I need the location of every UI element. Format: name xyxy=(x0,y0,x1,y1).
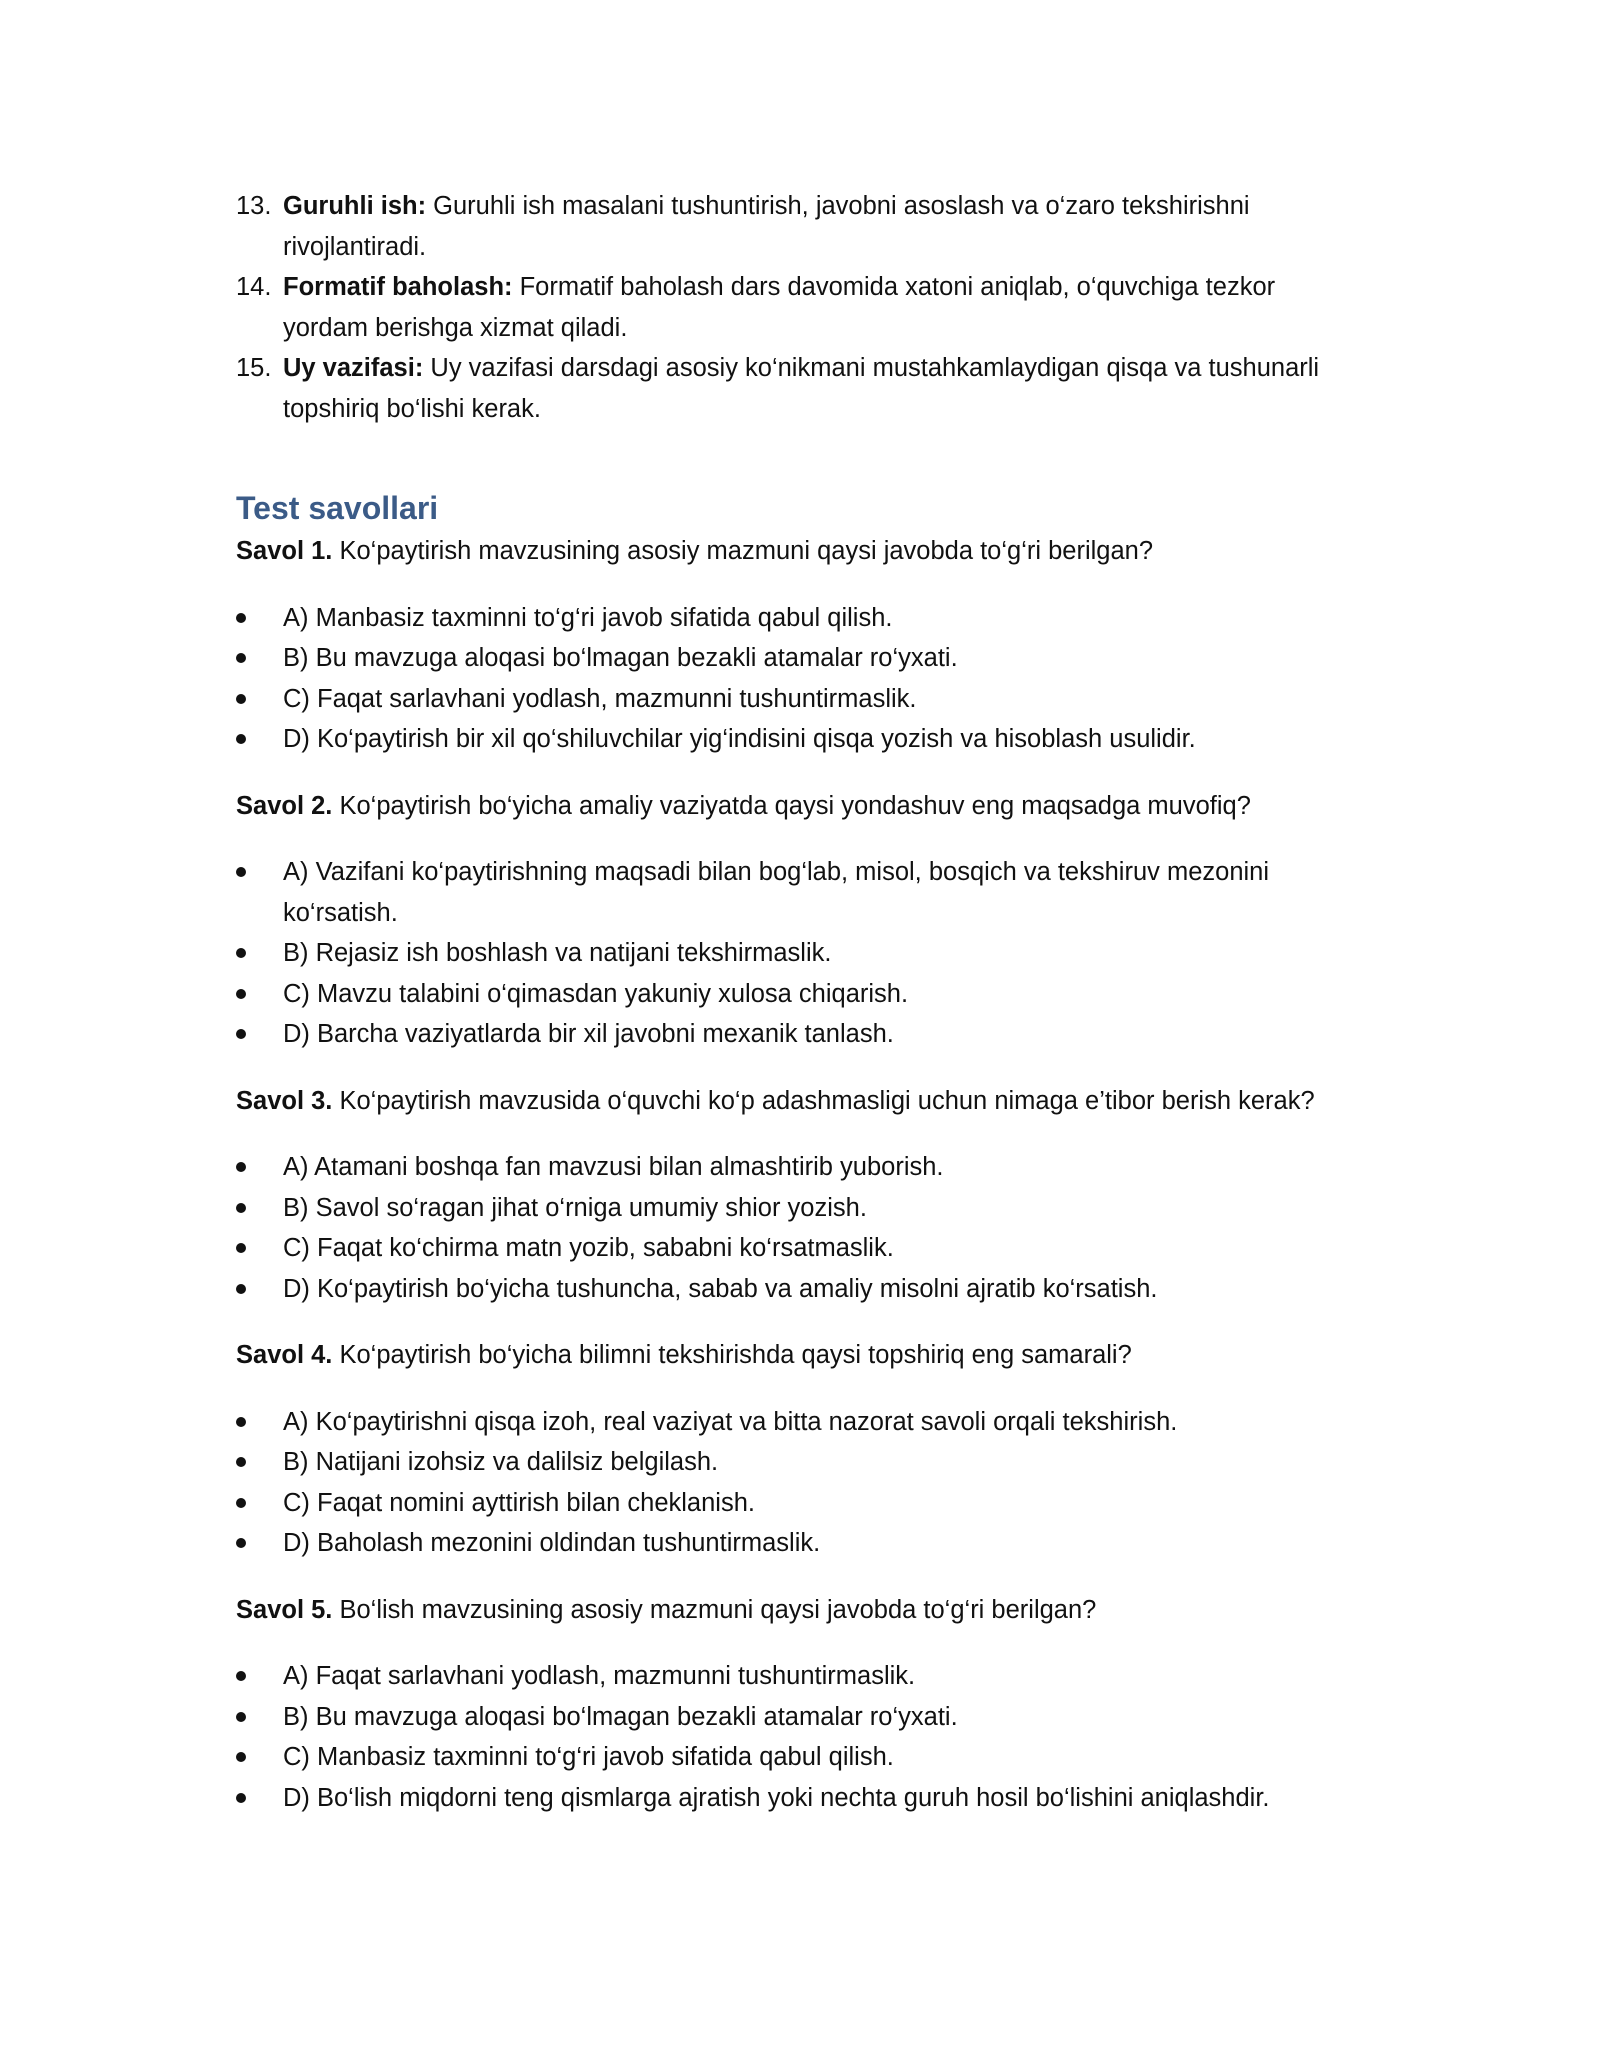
bullet-icon xyxy=(236,1457,246,1467)
answer-options xyxy=(236,598,1366,760)
bullet-icon xyxy=(236,1712,246,1722)
answer-option xyxy=(236,719,1366,760)
question-label: Savol 2. xyxy=(236,791,333,820)
item-text: Uy vazifasi darsdagi asosiy ko‘nikmani mustahkamlaydigan qisqa va tushunarli topshiriq bo‘lishi kerak. xyxy=(283,354,1320,423)
answer-option xyxy=(236,1483,1366,1524)
bullet-icon xyxy=(236,1498,246,1508)
question-text: Bo‘lish mavzusining asosiy mazmuni qaysi javobda to‘g‘ri berilgan? xyxy=(332,1595,1097,1624)
answer-option xyxy=(236,974,1366,1015)
question-text: Ko‘paytirish bo‘yicha amaliy vaziyatda qaysi yondashuv eng maqsadga muvofiq? xyxy=(332,791,1251,820)
answer-option xyxy=(236,1523,1366,1564)
option-text: D) Ko‘paytirish bo‘yicha tushuncha, sabab va amaliy misolni ajratib ko‘rsatish. xyxy=(283,1274,1158,1303)
item-text: Formatif baholash dars davomida xatoni aniqlab, o‘quvchiga tezkor yordam berishga xizmat qiladi. xyxy=(283,273,1276,342)
question-label: Savol 1. xyxy=(236,537,333,565)
option-text: D) Ko‘paytirish bir xil qo‘shiluvchilar yig‘indisini qisqa yozish va hisoblash usulidir. xyxy=(283,725,1196,753)
answer-options xyxy=(236,852,1366,1055)
question-3 xyxy=(236,1081,1366,1122)
question-text: Ko‘paytirish mavzusining asosiy mazmuni qaysi javobda to‘g‘ri berilgan? xyxy=(332,537,1154,565)
answer-option xyxy=(236,1147,1366,1188)
option-text: A) Ko‘paytirishni qisqa izoh, real vaziyat va bitta nazorat savoli orqali tekshirish. xyxy=(283,1407,1178,1436)
option-text: B) Savol so‘ragan jihat o‘rniga umumiy shior yozish. xyxy=(283,1193,867,1222)
item-number: 13. xyxy=(236,192,272,220)
answer-options xyxy=(236,1656,1366,1818)
option-text: A) Vazifani ko‘paytirishning maqsadi bilan bog‘lab, misol, bosqich va tekshiruv mezonini ko‘rsatish. xyxy=(283,858,1270,927)
option-text: D) Baholash mezonini oldindan tushuntirmaslik. xyxy=(283,1529,821,1557)
option-text: B) Bu mavzuga aloqasi bo‘lmagan bezakli atamalar ro‘yxati. xyxy=(283,1702,958,1731)
question-label: Savol 3. xyxy=(236,1086,333,1115)
bullet-icon xyxy=(236,1417,246,1427)
answer-option xyxy=(236,638,1366,679)
option-text: B) Bu mavzuga aloqasi bo‘lmagan bezakli atamalar ro‘yxati. xyxy=(283,644,958,672)
option-text: C) Faqat sarlavhani yodlash, mazmunni tushuntirmaslik. xyxy=(283,684,917,713)
question-label: Savol 5. xyxy=(236,1595,333,1624)
bullet-icon xyxy=(236,653,246,663)
option-text: C) Faqat nomini ayttirish bilan cheklanish. xyxy=(283,1488,755,1517)
numbered-list xyxy=(236,186,1366,429)
answer-option xyxy=(236,1697,1366,1738)
answer-option xyxy=(236,1656,1366,1697)
option-text: B) Rejasiz ish boshlash va natijani tekshirmaslik. xyxy=(283,939,832,967)
option-text: D) Bo‘lish miqdorni teng qismlarga ajratish yoki nechta guruh hosil bo‘lishini aniqlashdir. xyxy=(283,1783,1270,1812)
item-text: Guruhli ish masalani tushuntirish, javobni asoslash va o‘zaro tekshirishni rivojlantiradi. xyxy=(283,192,1250,261)
bullet-icon xyxy=(236,948,246,958)
answer-option xyxy=(236,1402,1366,1443)
option-text: A) Manbasiz taxminni to‘g‘ri javob sifatida qabul qilish. xyxy=(283,603,893,632)
option-text: C) Faqat ko‘chirma matn yozib, sababni ko‘rsatmaslik. xyxy=(283,1234,894,1262)
bullet-icon xyxy=(236,1029,246,1039)
answer-option xyxy=(236,1014,1366,1055)
option-text: C) Manbasiz taxminni to‘g‘ri javob sifatida qabul qilish. xyxy=(283,1743,894,1771)
answer-option xyxy=(236,1188,1366,1229)
bullet-icon xyxy=(236,734,246,744)
question-1 xyxy=(236,531,1366,572)
answer-options xyxy=(236,1147,1366,1309)
answer-option xyxy=(236,1269,1366,1310)
option-text: A) Faqat sarlavhani yodlash, mazmunni tushuntirmaslik. xyxy=(283,1662,916,1690)
option-text: A) Atamani boshqa fan mavzusi bilan almashtirib yuborish. xyxy=(283,1153,944,1181)
numbered-item xyxy=(236,267,1366,348)
section-heading: Test savollari xyxy=(236,490,439,526)
answer-option xyxy=(236,852,1366,933)
bullet-icon xyxy=(236,1671,246,1681)
option-text: C) Mavzu talabini o‘qimasdan yakuniy xulosa chiqarish. xyxy=(283,979,909,1008)
item-term: Formatif baholash: xyxy=(283,273,513,301)
question-text: Ko‘paytirish bo‘yicha bilimni tekshirishda qaysi topshiriq eng samarali? xyxy=(332,1341,1132,1369)
bullet-icon xyxy=(236,1538,246,1548)
page-content xyxy=(236,186,1366,1818)
numbered-item xyxy=(236,348,1366,429)
numbered-item xyxy=(236,186,1366,267)
item-term: Guruhli ish: xyxy=(283,192,427,220)
bullet-icon xyxy=(236,867,246,877)
question-text: Ko‘paytirish mavzusida o‘quvchi ko‘p adashmasligi uchun nimaga e’tibor berish kerak? xyxy=(332,1086,1315,1115)
question-2 xyxy=(236,786,1366,827)
answer-option xyxy=(236,1778,1366,1819)
answer-option xyxy=(236,1228,1366,1269)
item-term: Uy vazifasi: xyxy=(283,354,424,382)
option-text: D) Barcha vaziyatlarda bir xil javobni mexanik tanlash. xyxy=(283,1020,894,1048)
bullet-icon xyxy=(236,1203,246,1213)
bullet-icon xyxy=(236,613,246,623)
question-4 xyxy=(236,1335,1366,1376)
answer-option xyxy=(236,933,1366,974)
option-text: B) Natijani izohsiz va dalilsiz belgilash. xyxy=(283,1448,719,1476)
item-number: 15. xyxy=(236,354,272,382)
bullet-icon xyxy=(236,694,246,704)
bullet-icon xyxy=(236,1793,246,1803)
bullet-icon xyxy=(236,1284,246,1294)
bullet-icon xyxy=(236,1162,246,1172)
answer-option xyxy=(236,679,1366,720)
answer-options xyxy=(236,1402,1366,1564)
question-label: Savol 4. xyxy=(236,1341,333,1369)
question-5 xyxy=(236,1590,1366,1631)
bullet-icon xyxy=(236,1243,246,1253)
answer-option xyxy=(236,1737,1366,1778)
answer-option xyxy=(236,598,1366,639)
bullet-icon xyxy=(236,989,246,999)
answer-option xyxy=(236,1442,1366,1483)
item-number: 14. xyxy=(236,273,272,301)
bullet-icon xyxy=(236,1752,246,1762)
